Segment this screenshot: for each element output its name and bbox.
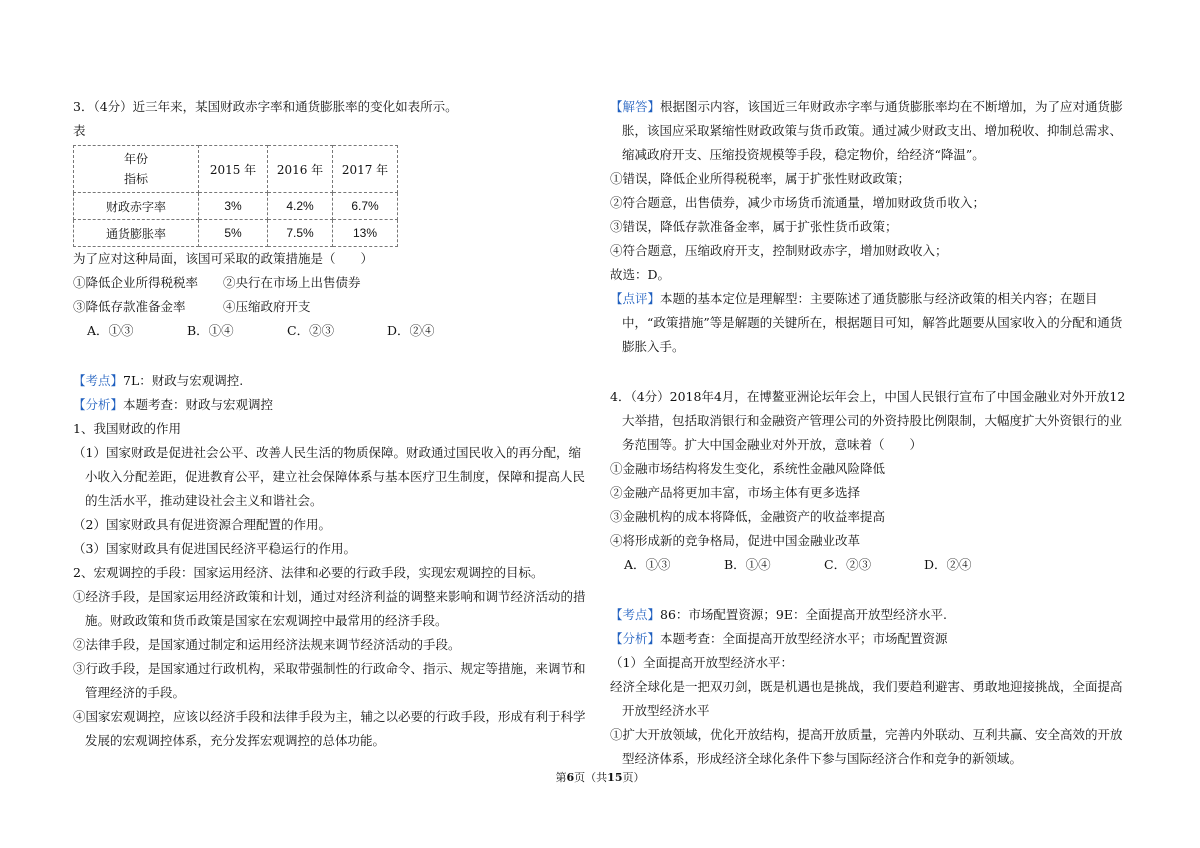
analysis-paragraph: （1）国家财政是促进社会公平、改善人民生活的物质保障。财政通过国民收入的再分配，缩小收入分配差距，促进教育公平，建立社会保障体系与基本医疗卫生制度，保障和提高人民的生活水平，推动建设社会主义和谐社会。 bbox=[73, 445, 586, 508]
header-indicator-label: 指标 bbox=[123, 172, 148, 186]
page-number: 6 bbox=[566, 771, 575, 784]
table-cell: 13% bbox=[333, 220, 398, 247]
table-caption: 表 bbox=[73, 123, 86, 138]
table-cell: 4.2% bbox=[268, 193, 333, 220]
dianping-paragraph bbox=[610, 287, 1130, 359]
answer-options bbox=[73, 319, 593, 343]
choice-item: ①金融市场结构将发生变化，系统性金融风险降低 bbox=[610, 461, 886, 476]
header-year-label: 年份 bbox=[123, 152, 148, 166]
analysis-paragraph: 经济全球化是一把双刃剑，既是机遇也是挑战，我们要趋利避害、勇敢地迎接挑战，全面提高开放型经济水平 bbox=[610, 679, 1123, 718]
analysis-line: （1）全面提高开放型经济水平： bbox=[610, 655, 793, 670]
option-a: A．①③ bbox=[624, 557, 671, 572]
kaodian-tag: 【考点】 bbox=[610, 607, 661, 622]
page-footer bbox=[0, 769, 1200, 785]
answer-options bbox=[610, 553, 1130, 577]
option-a: A．①③ bbox=[87, 323, 134, 338]
fenxi-text: 本题考查：全面提高开放型经济水平；市场配置资源 bbox=[660, 631, 948, 646]
option-b: B．①④ bbox=[724, 557, 771, 572]
footer-prefix: 第 bbox=[555, 771, 567, 784]
dianping-tag: 【点评】 bbox=[610, 291, 661, 306]
kaodian-line bbox=[73, 369, 593, 393]
choice-item: ①降低企业所得税税率 ②央行在市场上出售债券 bbox=[73, 275, 361, 290]
row-label: 财政赤字率 bbox=[74, 193, 199, 220]
left-column bbox=[73, 95, 593, 753]
fenxi-tag: 【分析】 bbox=[610, 631, 661, 646]
jieda-line: ①错误，降低企业所得税税率，属于扩张性财政政策； bbox=[610, 171, 911, 186]
jieda-tag: 【解答】 bbox=[610, 99, 661, 114]
table-cell: 6.7% bbox=[333, 193, 398, 220]
fenxi-line bbox=[610, 627, 1130, 651]
data-table bbox=[73, 145, 398, 247]
table-corner-cell bbox=[74, 146, 199, 193]
analysis-line: （2）国家财政具有促进资源合理配置的作用。 bbox=[73, 517, 331, 532]
question-3-title: 3．（4分）近三年来，某国财政赤字率和通货膨胀率的变化如表所示。 bbox=[73, 99, 458, 114]
choice-item: ③金融机构的成本将降低，金融资产的收益率提高 bbox=[610, 509, 886, 524]
kaodian-text: 7L：财政与宏观调控. bbox=[123, 373, 244, 388]
table-cell: 7.5% bbox=[268, 220, 333, 247]
jieda-line: ②符合题意，出售债券，减少市场货币流通量，增加财政货币收入； bbox=[610, 195, 986, 210]
jieda-paragraph bbox=[610, 95, 1130, 167]
table-cell: 3% bbox=[199, 193, 268, 220]
row-label: 通货膨胀率 bbox=[74, 220, 199, 247]
analysis-paragraph: ④国家宏观调控，应该以经济手段和法律手段为主，辅之以必要的行政手段，形成有利于科学发展的宏观调控体系，充分发挥宏观调控的总体功能。 bbox=[73, 709, 586, 748]
fenxi-tag: 【分析】 bbox=[73, 397, 124, 412]
year-header-cell: 2015 年 bbox=[199, 146, 268, 193]
option-d: D．②④ bbox=[924, 557, 972, 572]
analysis-line: 1、我国财政的作用 bbox=[73, 421, 181, 436]
fenxi-text: 本题考查：财政与宏观调控 bbox=[123, 397, 274, 412]
question-3-prompt: 为了应对这种局面，该国可采取的政策措施是（ ） bbox=[73, 251, 374, 266]
fenxi-line bbox=[73, 393, 593, 417]
analysis-line: 2、宏观调控的手段：国家运用经济、法律和必要的行政手段，实现宏观调控的目标。 bbox=[73, 565, 544, 580]
jieda-text: 根据图示内容，该国近三年财政赤字率与通货膨胀率均在不断增加，为了应对通货膨胀，该国应采取紧缩性财政政策与货币政策。通过减少财政支出、增加税收、抑制总需求、缩减政府开支、压缩投资规模等手段，稳定物价，给经济“降温”。 bbox=[622, 99, 1123, 162]
choice-item: ④将形成新的竞争格局，促进中国金融业改革 bbox=[610, 533, 861, 548]
choice-item: ③降低存款准备金率 ④压缩政府开支 bbox=[73, 299, 311, 314]
kaodian-text: 86：市场配置资源；9E：全面提高开放型经济水平. bbox=[660, 607, 947, 622]
analysis-line: （3）国家财政具有促进国民经济平稳运行的作用。 bbox=[73, 541, 356, 556]
option-c: C．②③ bbox=[824, 557, 872, 572]
right-column bbox=[610, 95, 1130, 771]
footer-mid: 页（共 bbox=[574, 771, 608, 784]
question-4-title: 4．（4分）2018年4月，在博鳌亚洲论坛年会上，中国人民银行宣布了中国金融业对外开放12大举措，包括取消银行和金融资产管理公司的外资持股比例限制，大幅度扩大外资银行的业务范围等。扩大中国金融业对外开放，意味着（ ） bbox=[610, 389, 1126, 452]
option-c: C．②③ bbox=[287, 323, 335, 338]
year-header-cell: 2017 年 bbox=[333, 146, 398, 193]
table-cell: 5% bbox=[199, 220, 268, 247]
option-b: B．①④ bbox=[187, 323, 234, 338]
jieda-line: ③错误，降低存款准备金率，属于扩张性货币政策； bbox=[610, 219, 898, 234]
total-pages: 15 bbox=[607, 771, 623, 784]
kaodian-line bbox=[610, 603, 1130, 627]
analysis-paragraph: ③行政手段，是国家通过行政机构，采取带强制性的行政命令、指示、规定等措施，来调节和管理经济的手段。 bbox=[73, 661, 586, 700]
jieda-line: ④符合题意，压缩政府开支，控制财政赤字，增加财政收入； bbox=[610, 243, 948, 258]
table-row bbox=[74, 193, 398, 220]
option-d: D．②④ bbox=[387, 323, 435, 338]
choice-item: ②金融产品将更加丰富，市场主体有更多选择 bbox=[610, 485, 861, 500]
year-header-cell: 2016 年 bbox=[268, 146, 333, 193]
analysis-paragraph: ①经济手段，是国家运用经济政策和计划，通过对经济利益的调整来影响和调节经济活动的措施。财政政策和货币政策是国家在宏观调控中最常用的经济手段。 bbox=[73, 589, 586, 628]
analysis-paragraph: ①扩大开放领域，优化开放结构，提高开放质量，完善内外联动、互利共赢、安全高效的开放型经济体系，形成经济全球化条件下参与国际经济合作和竞争的新领域。 bbox=[610, 727, 1123, 766]
analysis-line: ②法律手段，是国家通过制定和运用经济法规来调节经济活动的手段。 bbox=[73, 637, 461, 652]
table-row bbox=[74, 220, 398, 247]
dianping-text: 本题的基本定位是理解型：主要陈述了通货膨胀与经济政策的相关内容；在题目中，“政策措施”等是解题的关键所在，根据题目可知，解答此题要从国家收入的分配和通货膨胀入手。 bbox=[622, 291, 1123, 354]
kaodian-tag: 【考点】 bbox=[73, 373, 124, 388]
table-header-row bbox=[74, 146, 398, 193]
footer-suffix: 页） bbox=[622, 771, 645, 784]
jieda-line: 故选：D。 bbox=[610, 267, 671, 282]
